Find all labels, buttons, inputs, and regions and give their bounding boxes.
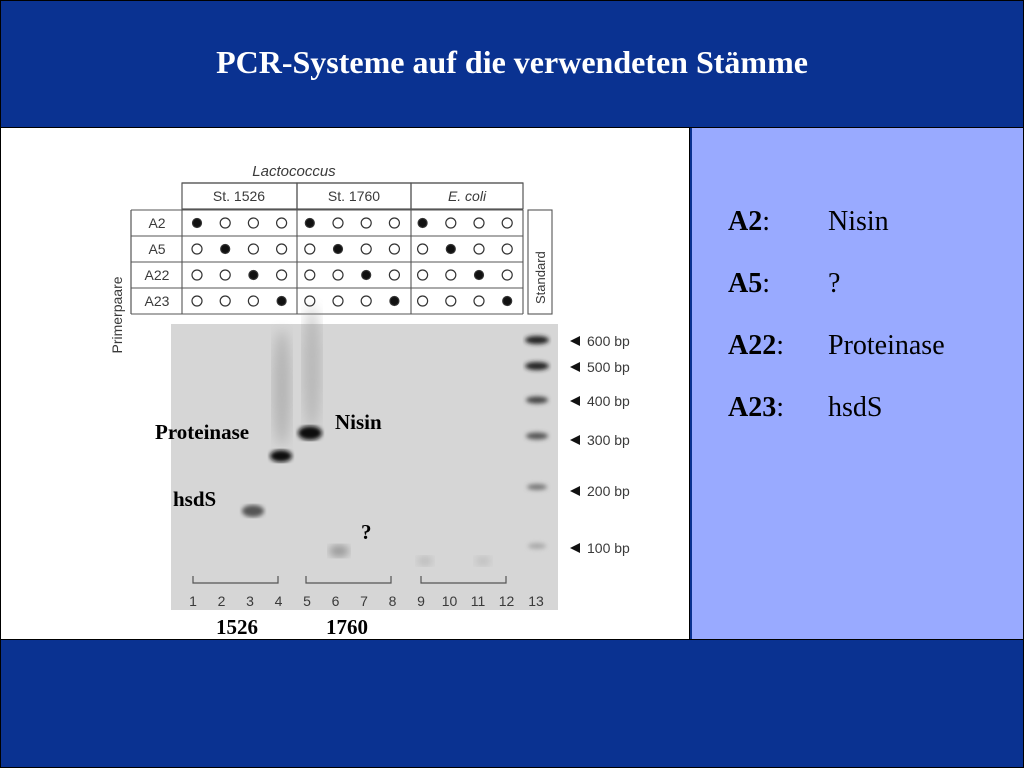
- legend-value: Nisin: [828, 206, 889, 237]
- legend-key: A2: [728, 206, 763, 237]
- size-marker-400: 400 bp: [587, 393, 630, 409]
- legend-row-a22: A22: Proteinase: [728, 330, 945, 361]
- primer-row-label-a2: A2: [148, 215, 166, 231]
- lane-number: 7: [360, 593, 368, 609]
- size-marker-500: 500 bp: [587, 359, 630, 375]
- legend-key: A5: [728, 268, 763, 299]
- primer-axis-label: Primerpaare: [109, 276, 125, 354]
- strain-header-1760: St. 1760: [327, 188, 381, 204]
- size-marker-600: 600 bp: [587, 333, 630, 349]
- annotation-proteinase: Proteinase: [155, 420, 250, 444]
- lane-number: 1: [189, 593, 197, 609]
- lane-number: 4: [274, 593, 283, 609]
- legend-key: A23: [728, 392, 777, 423]
- primer-row-label-a23: A23: [144, 293, 170, 309]
- legend-value: hsdS: [828, 392, 883, 423]
- genus-label: Lactococcus: [252, 163, 336, 180]
- legend-row-a5: A5: ?: [728, 268, 841, 299]
- lane-number: 11: [470, 593, 486, 609]
- lane-number: 2: [217, 593, 226, 609]
- size-marker-300: 300 bp: [587, 432, 630, 448]
- size-marker-200: 200 bp: [587, 483, 630, 499]
- lane-number: 10: [441, 593, 458, 609]
- lane-number: 6: [331, 593, 340, 609]
- caption-1760: 1760: [326, 615, 368, 639]
- legend-row-a2: A2: Nisin: [728, 206, 889, 237]
- slide-title: PCR-Systeme auf die verwendeten Stämme: [216, 44, 808, 80]
- primer-row-label-a5: A5: [148, 241, 166, 257]
- size-marker-100: 100 bp: [587, 540, 630, 556]
- legend-row-a23: A23: hsdS: [728, 392, 883, 423]
- annotation-hsds: hsdS: [173, 487, 217, 511]
- legend-value: ?: [828, 268, 841, 299]
- annotation-nisin: Nisin: [335, 410, 382, 434]
- lane-number: 3: [246, 593, 254, 609]
- lane-number: 12: [498, 593, 515, 609]
- legend-key: A22: [728, 330, 777, 361]
- lane-number: 5: [303, 593, 311, 609]
- strain-header-ecoli: E. coli: [447, 188, 487, 204]
- lane-number: 9: [417, 593, 425, 609]
- strain-header-1526: St. 1526: [212, 188, 266, 204]
- caption-1526: 1526: [216, 615, 258, 639]
- primer-row-label-a22: A22: [144, 267, 170, 283]
- standard-label: Standard: [533, 251, 548, 304]
- lane-number: 8: [388, 593, 397, 609]
- legend-value: Proteinase: [828, 330, 945, 361]
- annotation-unknown: ?: [361, 520, 372, 544]
- lane-number: 13: [528, 593, 544, 609]
